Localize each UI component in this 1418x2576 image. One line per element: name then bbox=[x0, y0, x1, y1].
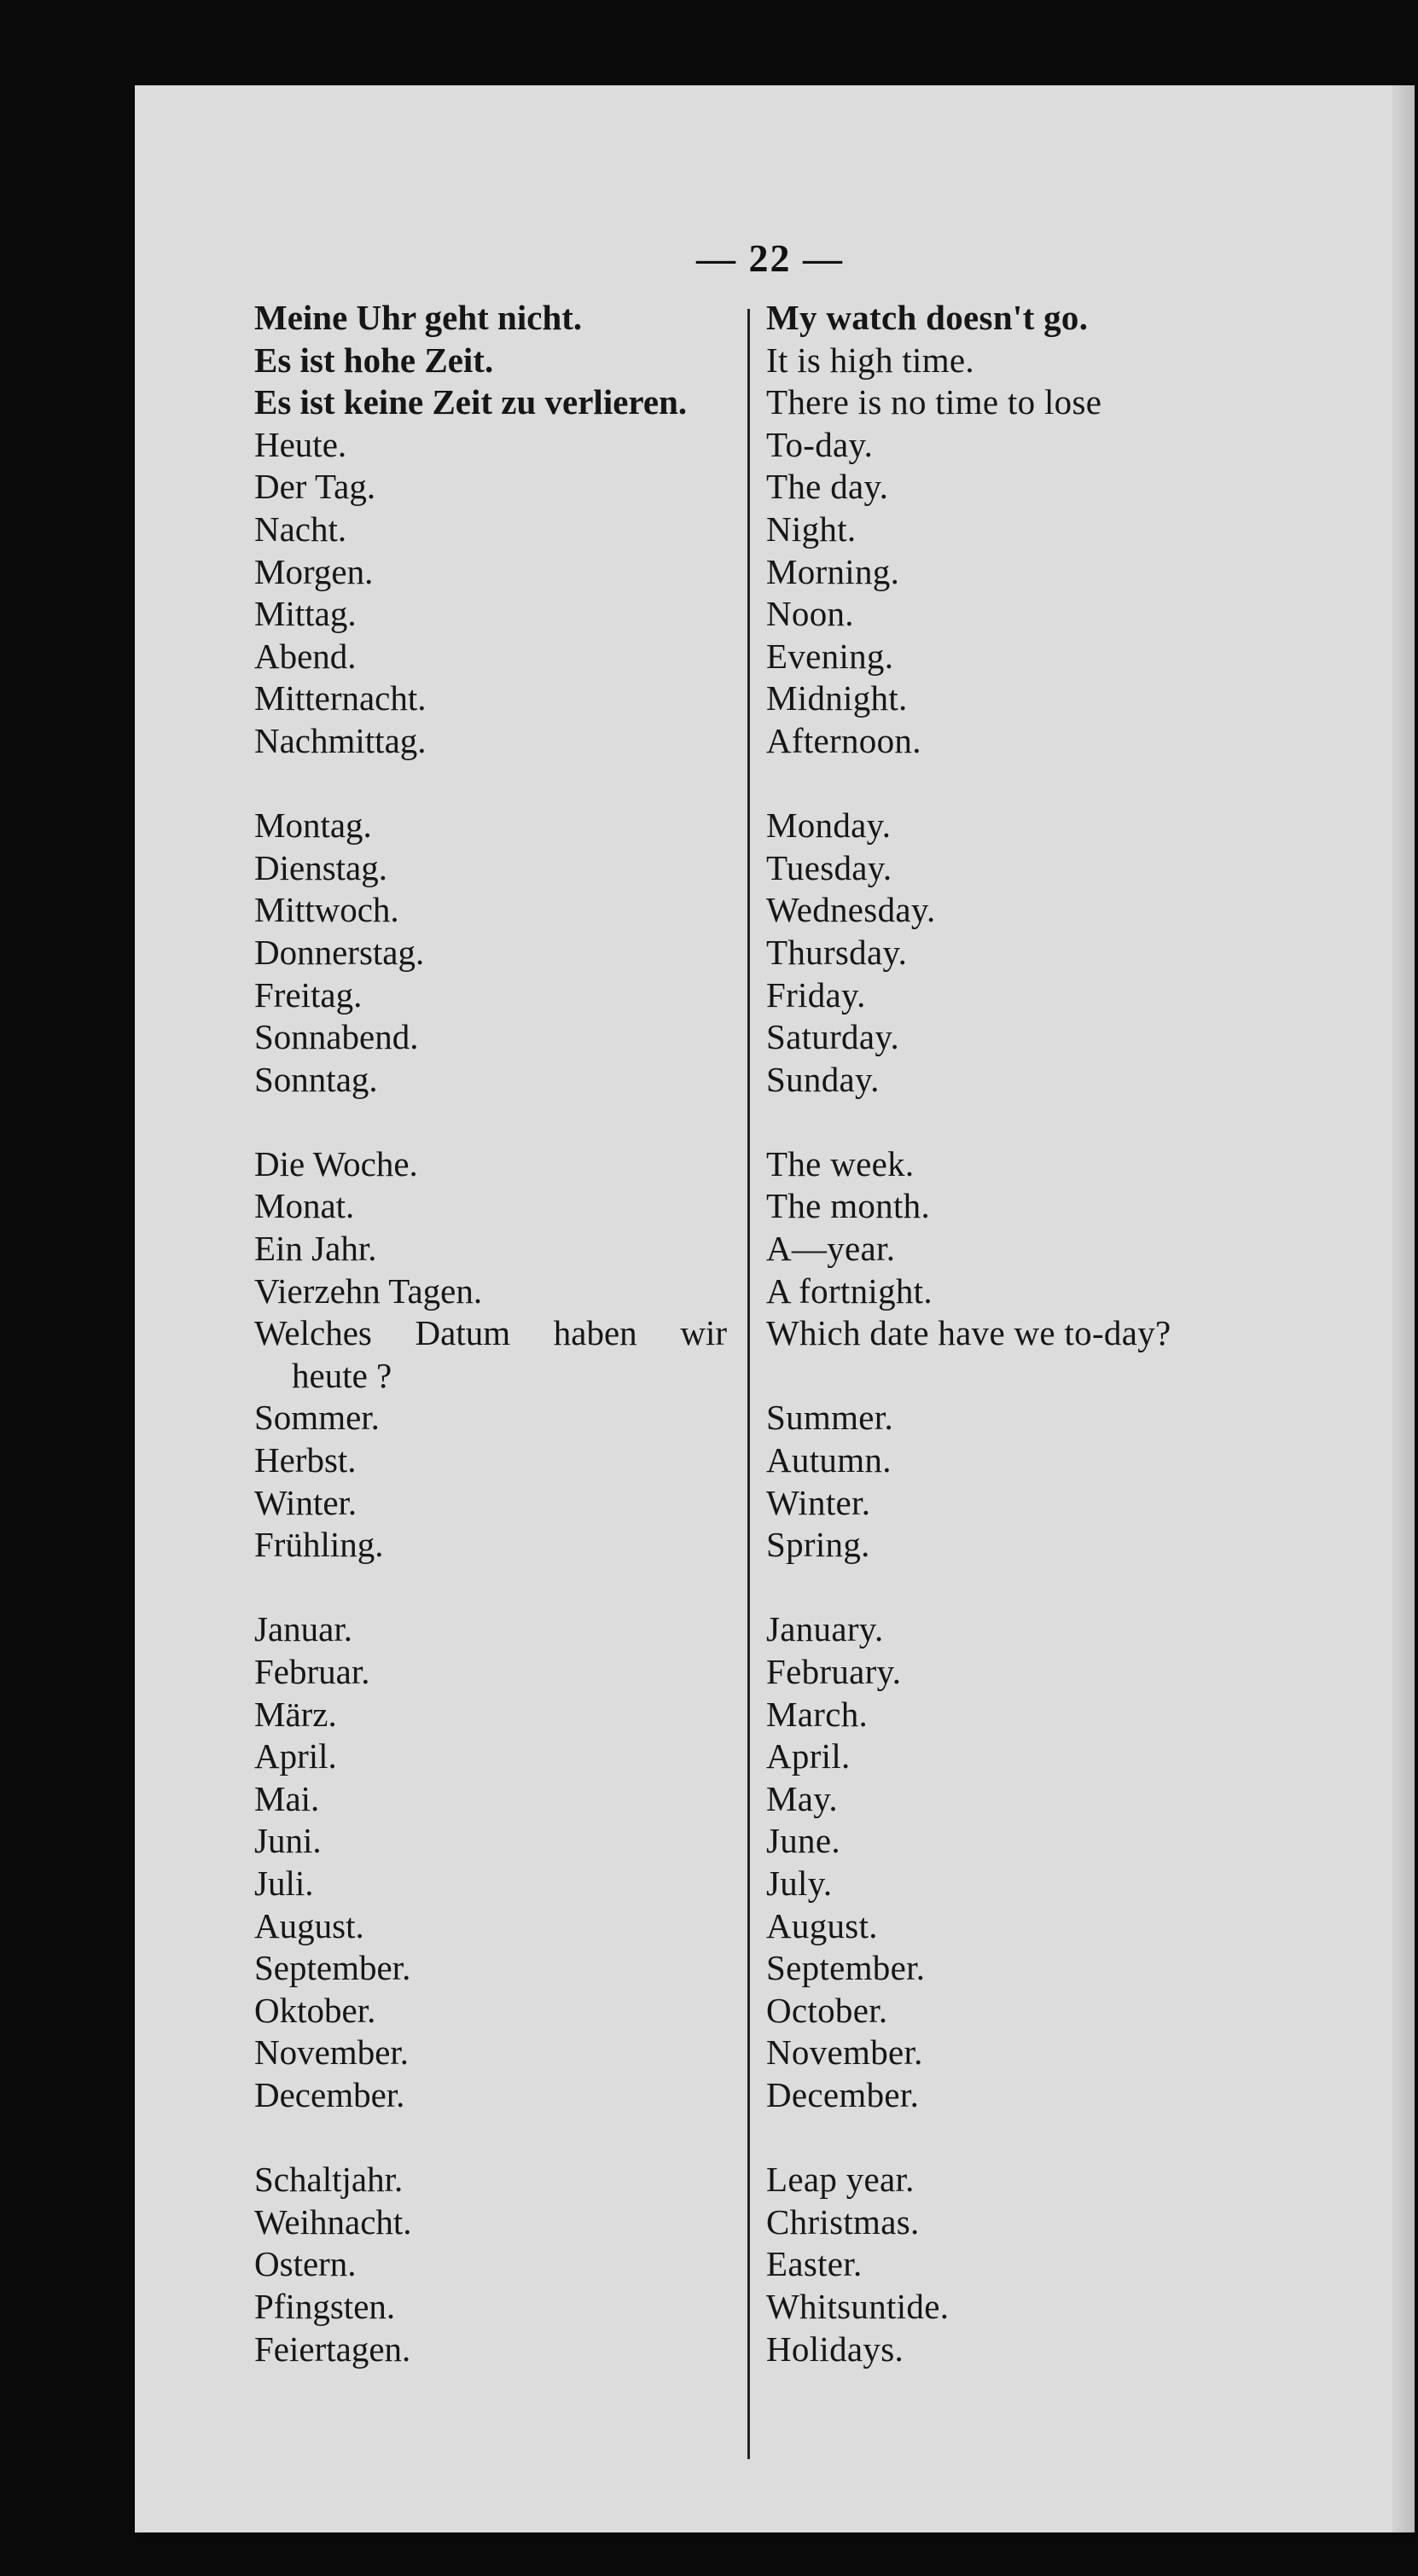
english-phrase: Monday. bbox=[766, 805, 892, 846]
german-phrase: Februar. bbox=[254, 1652, 370, 1691]
german-phrase: Juli. bbox=[254, 1863, 314, 1903]
german-phrase: Mitternacht. bbox=[254, 678, 427, 718]
column-divider bbox=[747, 309, 750, 2459]
german-phrase: Mittag. bbox=[254, 594, 357, 634]
german-phrase: Oktober. bbox=[254, 1990, 376, 2030]
german-phrase: Die Woche. bbox=[254, 1143, 418, 1183]
german-phrase: Dienstag. bbox=[254, 847, 387, 887]
english-phrase: Evening. bbox=[766, 636, 894, 676]
german-phrase: Freitag. bbox=[254, 974, 363, 1015]
english-phrase: Holidays. bbox=[766, 2329, 904, 2369]
english-phrase: Wednesday. bbox=[766, 890, 936, 930]
english-phrase: Sunday. bbox=[766, 1059, 880, 1099]
english-phrase: Christmas. bbox=[766, 2201, 920, 2242]
section-gap bbox=[766, 763, 1398, 805]
english-phrase: My watch doesn't go. bbox=[766, 298, 1089, 337]
german-phrase: Feiertagen. bbox=[254, 2329, 411, 2369]
german-phrase: Morgen. bbox=[254, 551, 374, 591]
english-phrase: October. bbox=[766, 1990, 888, 2030]
english-phrase: May. bbox=[766, 1778, 838, 1818]
german-phrase: Ostern. bbox=[254, 2244, 357, 2284]
english-phrase: It is high time. bbox=[766, 340, 974, 380]
german-phrase: Abend. bbox=[254, 636, 357, 676]
german-phrase: Nachmittag. bbox=[254, 720, 427, 760]
english-phrase: The week. bbox=[766, 1143, 915, 1183]
german-phrase: August. bbox=[254, 1905, 364, 1945]
german-phrase: September. bbox=[254, 1948, 411, 1988]
english-phrase: Night. bbox=[766, 509, 857, 549]
german-phrase: Meine Uhr geht nicht. bbox=[254, 298, 583, 337]
english-phrase: February. bbox=[766, 1652, 902, 1691]
english-phrase: The month. bbox=[766, 1186, 931, 1226]
section-gap bbox=[766, 1567, 1398, 1609]
english-phrase: Whitsuntide. bbox=[766, 2286, 950, 2326]
english-phrase: Summer. bbox=[766, 1398, 894, 1438]
english-phrase: July. bbox=[766, 1863, 833, 1903]
english-phrase: Friday. bbox=[766, 974, 866, 1015]
english-phrase: June. bbox=[766, 1821, 840, 1861]
german-phrase: November. bbox=[254, 2032, 410, 2073]
german-phrase: Pfingsten. bbox=[254, 2286, 396, 2326]
english-phrase: Easter. bbox=[766, 2244, 863, 2284]
german-phrase: Welches Datum haben wir bbox=[254, 1313, 727, 1353]
german-phrase: Ein Jahr. bbox=[254, 1229, 377, 1269]
german-phrase: Winter. bbox=[254, 1482, 357, 1522]
german-phrase: Januar. bbox=[254, 1609, 352, 1649]
german-phrase: Sonntag. bbox=[254, 1059, 378, 1099]
english-phrase: There is no time to lose bbox=[766, 382, 1102, 422]
english-phrase: Afternoon. bbox=[766, 720, 921, 760]
german-phrase: Es ist hohe Zeit. bbox=[254, 340, 494, 380]
english-phrase: The day. bbox=[766, 467, 889, 507]
english-phrase: Morning. bbox=[766, 551, 900, 591]
english-phrase: Leap year. bbox=[766, 2160, 915, 2200]
german-phrase: März. bbox=[254, 1694, 337, 1734]
german-phrase: Der Tag. bbox=[254, 467, 376, 507]
english-phrase: September. bbox=[766, 1948, 926, 1988]
german-phrase: Montag. bbox=[254, 805, 372, 846]
english-phrase: To-day. bbox=[766, 424, 874, 464]
english-phrase: November. bbox=[766, 2032, 923, 2073]
german-phrase: Mai. bbox=[254, 1778, 320, 1818]
german-phrase: Nacht. bbox=[254, 509, 347, 549]
german-phrase: Mittwoch. bbox=[254, 890, 399, 930]
german-phrase: December. bbox=[254, 2074, 405, 2114]
book-page bbox=[135, 85, 1415, 2532]
german-phrase: Monat. bbox=[254, 1186, 355, 1226]
section-gap bbox=[766, 1101, 1398, 1143]
english-phrase: Thursday. bbox=[766, 932, 908, 972]
english-phrase: Winter. bbox=[766, 1482, 871, 1522]
english-phrase: January. bbox=[766, 1609, 884, 1649]
section-gap bbox=[766, 2117, 1398, 2160]
english-phrase: A—year. bbox=[766, 1229, 896, 1269]
german-phrase: Donnerstag. bbox=[254, 932, 425, 972]
english-phrase: April. bbox=[766, 1736, 851, 1776]
english-phrase: Saturday. bbox=[766, 1017, 900, 1057]
german-column bbox=[254, 297, 732, 2370]
section-gap bbox=[254, 763, 732, 805]
german-phrase: Schaltjahr. bbox=[254, 2160, 404, 2200]
german-phrase: Herbst. bbox=[254, 1440, 357, 1480]
english-phrase: Which date have we to-day? bbox=[766, 1313, 1171, 1353]
german-phrase: Heute. bbox=[254, 424, 347, 464]
german-phrase-continuation: heute ? bbox=[292, 1355, 392, 1395]
section-gap bbox=[254, 1101, 732, 1143]
page-number: — 22 — bbox=[696, 236, 844, 280]
english-column bbox=[766, 297, 1398, 2370]
english-phrase: A fortnight. bbox=[766, 1271, 933, 1311]
section-gap bbox=[254, 1567, 732, 1609]
english-phrase: December. bbox=[766, 2074, 920, 2114]
german-phrase: Vierzehn Tagen. bbox=[254, 1271, 483, 1311]
section-gap bbox=[766, 1355, 1398, 1398]
german-phrase: Juni. bbox=[254, 1821, 322, 1861]
english-phrase: Autumn. bbox=[766, 1440, 892, 1480]
german-phrase: Frühling. bbox=[254, 1525, 384, 1565]
german-phrase: Sonnabend. bbox=[254, 1017, 419, 1057]
english-phrase: Tuesday. bbox=[766, 847, 892, 887]
german-phrase: April. bbox=[254, 1736, 337, 1776]
english-phrase: Noon. bbox=[766, 594, 854, 634]
english-phrase: Midnight. bbox=[766, 678, 908, 718]
section-gap bbox=[254, 2117, 732, 2160]
english-phrase: March. bbox=[766, 1694, 869, 1734]
english-phrase: Spring. bbox=[766, 1525, 870, 1565]
german-phrase: Es ist keine Zeit zu verlieren. bbox=[254, 382, 688, 422]
german-phrase: Sommer. bbox=[254, 1398, 380, 1438]
english-phrase: August. bbox=[766, 1905, 878, 1945]
german-phrase: Weihnacht. bbox=[254, 2201, 412, 2242]
